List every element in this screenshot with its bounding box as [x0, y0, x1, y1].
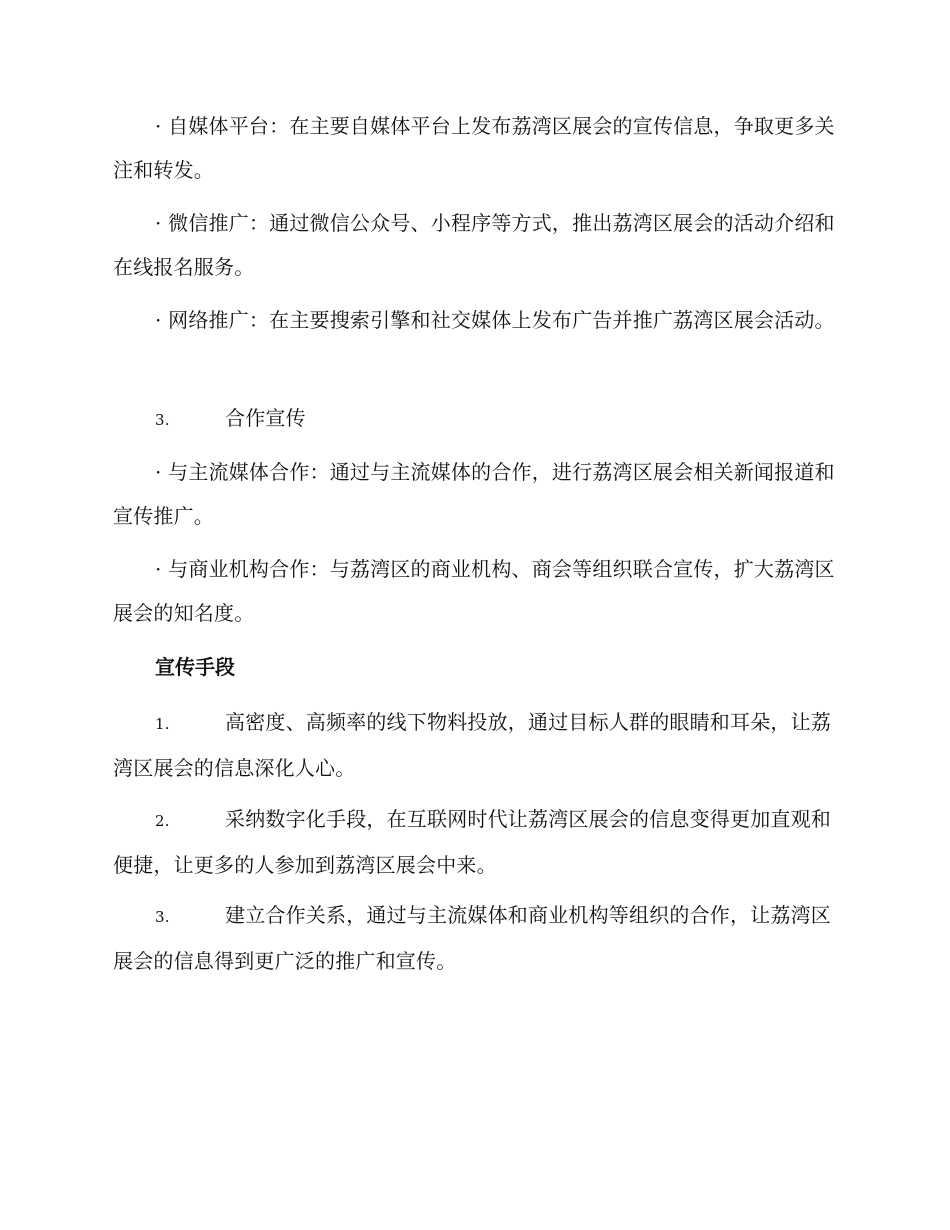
item-text: 高密度、高频率的线下物料投放，通过目标人群的眼睛和耳朵，让荔湾区展会的信息深化人心。: [113, 710, 831, 780]
means-item-1: [113, 700, 835, 790]
item-number: 3.: [155, 908, 170, 926]
section-number: 3.: [155, 411, 170, 429]
bullet-business: · 与商业机构合作：与荔湾区的商业机构、商会等组织联合宣传，扩大荔湾区展会的知名度。: [113, 557, 835, 625]
heading-means: 宣传手段: [155, 655, 235, 679]
section-title: 合作宣传: [225, 406, 306, 430]
section-heading-cooperation: [113, 396, 835, 442]
item-number: 2.: [155, 812, 170, 830]
bullet-mainstream-media: · 与主流媒体合作：通过与主流媒体的合作，进行荔湾区展会相关新闻报道和宣传推广。: [113, 460, 835, 528]
bullet-self-media: · 自媒体平台：在主要自媒体平台上发布荔湾区展会的宣传信息，争取更多关注和转发。: [113, 114, 835, 182]
means-item-3: [113, 893, 835, 983]
item-text: 采纳数字化手段，在互联网时代让荔湾区展会的信息变得更加直观和便捷，让更多的人参加到荔湾区展会中来。: [113, 807, 831, 877]
bullet-online: · 网络推广：在主要搜索引擎和社交媒体上发布广告并推广荔湾区展会活动。: [155, 308, 835, 332]
item-number: 1.: [155, 715, 170, 733]
bullet-wechat: · 微信推广：通过微信公众号、小程序等方式，推出荔湾区展会的活动介绍和在线报名服务。: [113, 211, 835, 279]
means-item-2: [113, 797, 835, 887]
item-text: 建立合作关系，通过与主流媒体和商业机构等组织的合作，让荔湾区展会的信息得到更广泛的推广和宣传。: [113, 903, 831, 973]
